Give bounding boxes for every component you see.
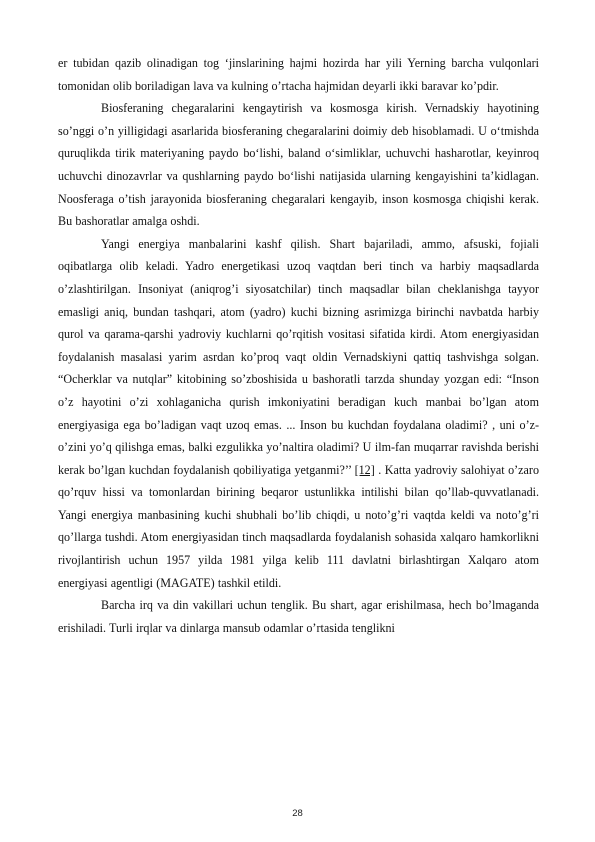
paragraph-continuation: er tubidan qazib olinadigan tog ʻjinslarining hajmi hozirda har yili Yerning barcha vulqonlari tomonidan olib boriladigan lava va kulning o’rtacha hajmidan deyarli ikki baravar ko’pdir. [58,56,539,93]
paragraph-text-before-reference: Yangi energiya manbalarini kashf qilish. Shart bajariladi, ammo, afsuski, fojiali oqibatlarga olib keladi. Yadro energetikasi uzoq vaqtdan beri tinch va harbiy maqsadlarda o’zlashtirilgan. Insoniyat (aniqrog’i siyosatchilar) tinch maqsadlar bilan cheklanishga tayyor emasligi aniq, bundan tashqari, atom (yadro) kuchi bizning asrimizga birinchi navbatda harbiy qurol va qarama-qarshi yadroviy kuchlarni qo’rqitish vositasi sifatida kirdi. Atom energiyasidan foydalanish masalasi yarim asrdan ko’proq vaqt oldin Vernadskiyni qattiq tashvishga solgan. “Ocherklar va nutqlar” kitobining so’zboshisida u bashoratli tarzda shunday yozgan edi: “Inson o’z hayotini o’zi xohlaganicha qurish imkoniyatini beradigan kuch manbai bo’lgan atom energiyasiga ega bo’ladigan vaqt uzoq emas. ... Inson bu kuchdan foydalana oladimi? , uni o’z-o’zini yo’q qilishga emas, balki ezgulikka yo’naltira oladimi? U ilm-fan muqarrar ravishda berishi kerak bo’lgan kuchdan foydalanish qobiliyatiga yetganmi?’’ [58,236,539,477]
paragraph-new-energy-sources [58,233,539,595]
reference-link[interactable]: [12] [354,462,375,477]
document-page [58,52,539,639]
page-number: 28 [292,808,303,819]
paragraph-text-after-reference: . Katta yadroviy salohiyat o’zaro qo’rquv hissi va tomonlardan birining beqaror ustunlikka intilishi bilan qo’llab-quvvatlanadi. Yangi energiya manbasining kuchi shubhali bo’lib chiqdi, u noto’g’ri vaqtda keldi va noto’g’ri qo’llarga tushdi. Atom energiyasidan tinch maqsadlarda foydalanish sohasida xalqaro hamkorlikni rivojlantirish uchun 1957 yilda 1981 yilga kelib 111 davlatni birlashtirgan Xalqaro atom energiyasi agentligi (MAGATE) tashkil etildi. [58,462,539,590]
paragraph-equality: Barcha irq va din vakillari uchun tenglik. Bu shart, agar erishilmasa, hech bo’lmaganda erishiladi. Turli irqlar va dinlarga mansub odamlar o’rtasida tenglikni [58,598,539,635]
paragraph-biosphere-boundaries: Biosferaning chegaralarini kengaytirish va kosmosga kirish. Vernadskiy hayotining so’nggi o’n yilligidagi asarlarida biosferaning chegaralarini doimiy deb hisoblamadi. U oʻtmishda quruqlikda tirik materiyaning paydo boʻlishi, baland oʻsimliklar, uchuvchi hasharotlar, keyinroq uchuvchi dinozavrlar va qushlarning paydo boʻlishi natijasida ularning kengayishini taʼkidlagan. Noosferaga o’tish jarayonida biosferaning chegaralari kengayib, inson kosmosga chiqishi kerak. Bu bashoratlar amalga oshdi. [58,101,539,229]
